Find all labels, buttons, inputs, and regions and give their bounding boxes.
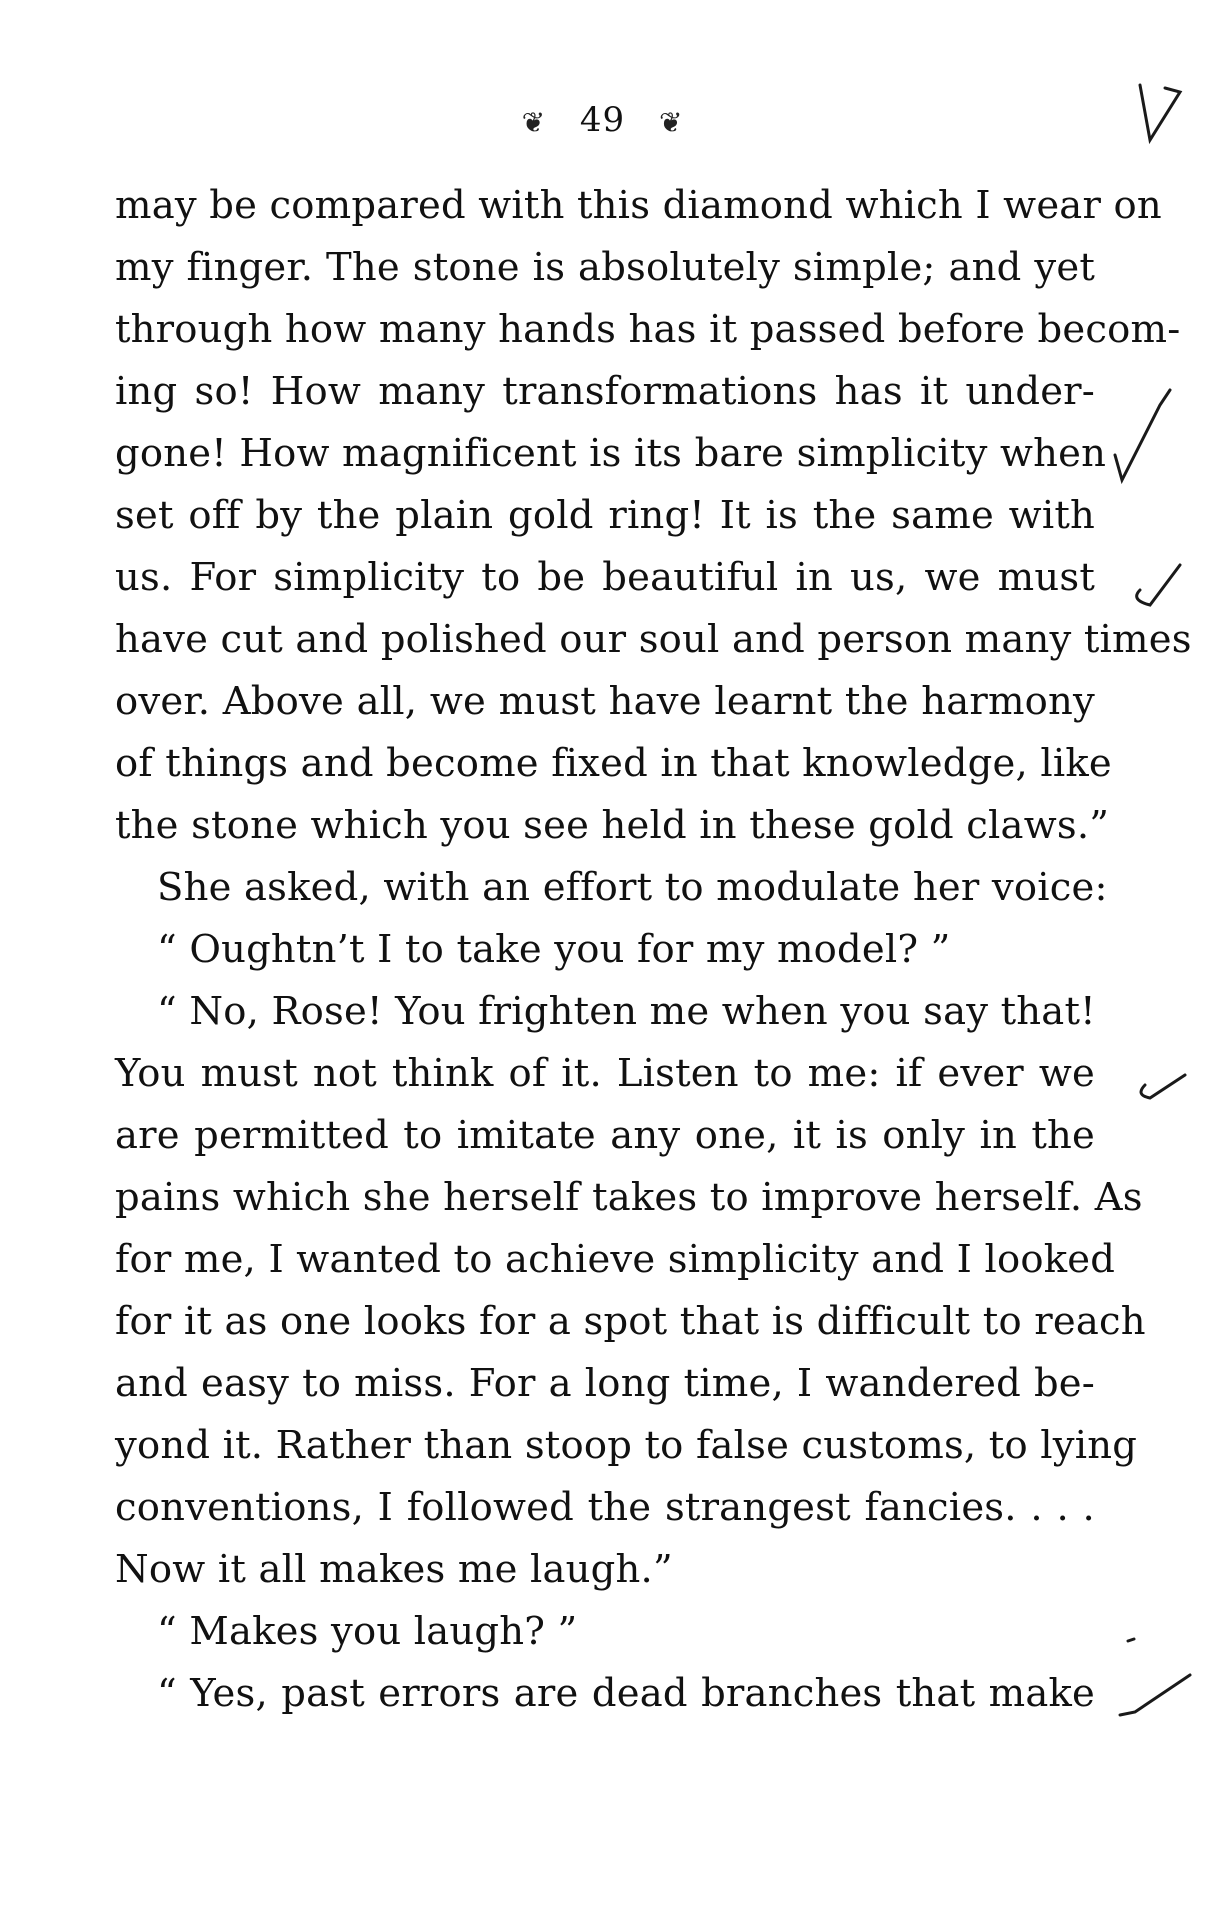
text-line: and easy to miss. For a long time, I wandered be- xyxy=(115,1361,1095,1406)
text-line: are permitted to imitate any one, it is only in the xyxy=(115,1113,1095,1158)
text-line: conventions, I followed the strangest fancies. . . . xyxy=(115,1485,1095,1530)
page-header xyxy=(0,100,1205,140)
text-line: us. For simplicity to be beautiful in us, we must xyxy=(115,555,1095,600)
text-line: yond it. Rather than stoop to false customs, to lying xyxy=(115,1423,1138,1468)
pencil-dot-icon xyxy=(1128,1639,1134,1641)
text-line: through how many hands has it passed before becom- xyxy=(115,307,1181,352)
text-line: for me, I wanted to achieve simplicity and I looked xyxy=(115,1237,1116,1282)
text-line: may be compared with this diamond which I wear on xyxy=(115,183,1162,228)
check-mark-icon xyxy=(1137,565,1180,605)
text-line: for it as one looks for a spot that is difficult to reach xyxy=(115,1299,1146,1344)
fleuron-left-icon: ❦ xyxy=(521,105,547,139)
text-line: “ Yes, past errors are dead branches that make xyxy=(157,1671,1095,1716)
page-number: 49 xyxy=(579,100,626,140)
text-line: have cut and polished our soul and person many times xyxy=(115,617,1192,662)
text-line: She asked, with an effort to modulate her voice: xyxy=(157,865,1108,910)
text-line: You must not think of it. Listen to me: if ever we xyxy=(115,1051,1095,1096)
text-line: the stone which you see held in these gold claws.” xyxy=(115,803,1110,848)
check-mark-icon xyxy=(1141,1075,1185,1098)
text-line: “ No, Rose! You frighten me when you say that! xyxy=(157,989,1096,1034)
text-line: Now it all makes me laugh.” xyxy=(115,1547,673,1592)
body-text xyxy=(115,175,1192,1725)
fleuron-right-icon: ❦ xyxy=(658,105,684,139)
check-mark-icon xyxy=(1120,1675,1190,1715)
text-line: of things and become fixed in that knowledge, like xyxy=(115,741,1112,786)
check-mark-icon xyxy=(1115,390,1170,480)
text-line: ing so! How many transformations has it under- xyxy=(115,369,1095,414)
text-line: my finger. The stone is absolutely simple; and yet xyxy=(115,245,1095,290)
text-line: over. Above all, we must have learnt the harmony xyxy=(115,679,1095,724)
text-line: set off by the plain gold ring! It is the same with xyxy=(115,493,1095,538)
text-line: “ Makes you laugh? ” xyxy=(157,1609,578,1654)
text-line: “ Oughtn’t I to take you for my model? ” xyxy=(157,927,951,972)
text-line: gone! How magnificent is its bare simplicity when xyxy=(115,431,1107,476)
text-line: pains which she herself takes to improve herself. As xyxy=(115,1175,1143,1220)
